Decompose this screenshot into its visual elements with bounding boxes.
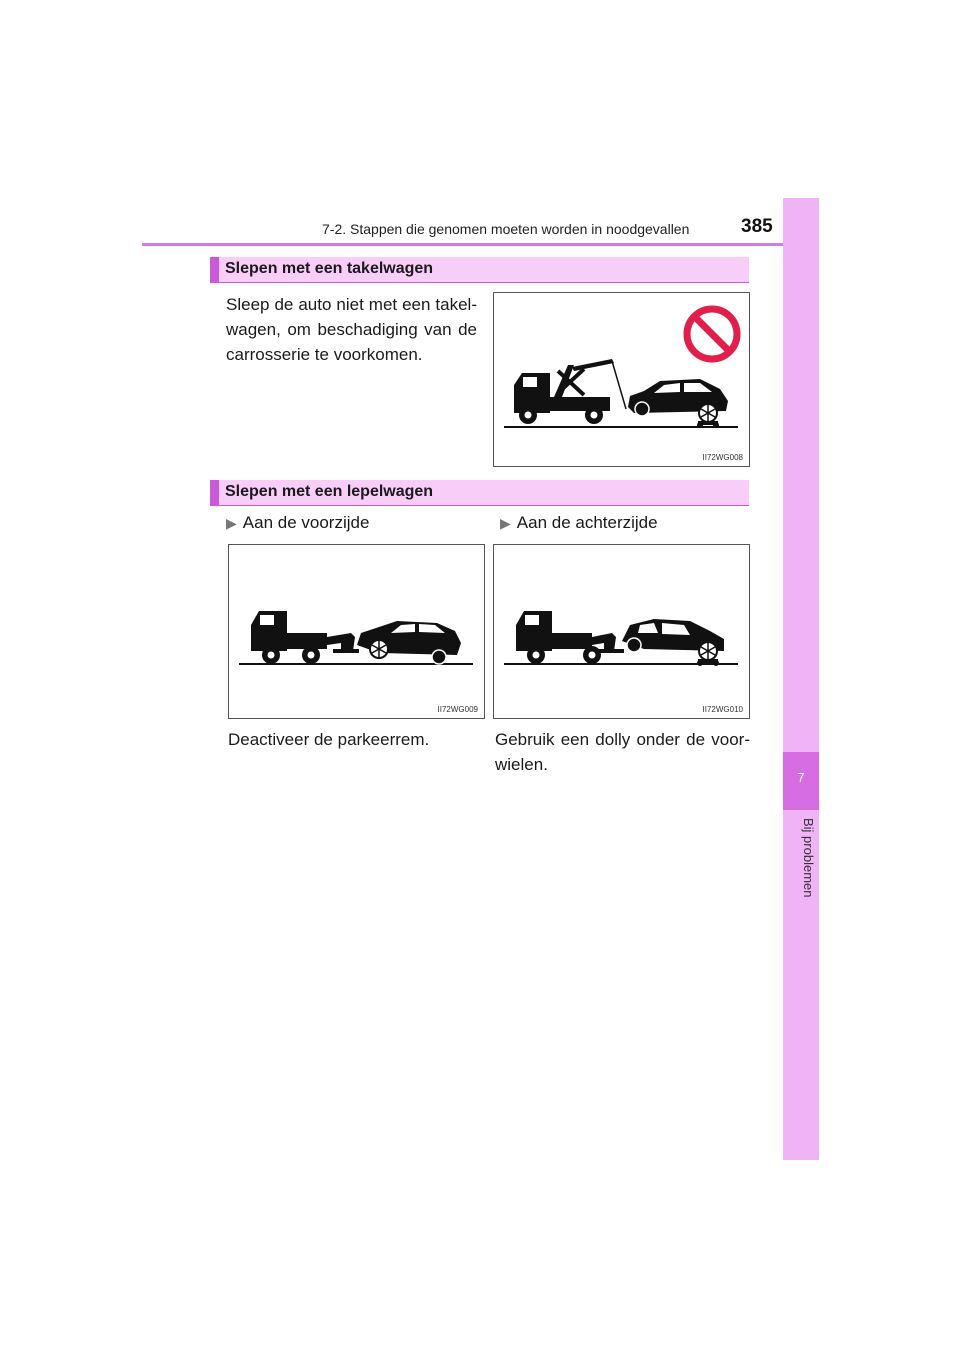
running-header: 7-2. Stappen die genomen moeten worden in noodgevallen: [322, 221, 690, 237]
triangle-right-icon: ▶: [226, 515, 237, 531]
figure-code: II72WG008: [702, 453, 743, 462]
caption-line: Gebruik een dolly onder de voor-: [495, 730, 750, 749]
figure-code: II72WG010: [702, 705, 743, 714]
chapter-label: Bij problemen: [801, 818, 816, 898]
header-rule: [142, 243, 819, 246]
prohibition-icon: [687, 309, 737, 359]
section-heading-takelwagen: [210, 257, 749, 283]
section-heading-label: Slepen met een lepelwagen: [225, 483, 434, 500]
bullet-front: [226, 513, 369, 533]
section-heading-lepelwagen: [210, 480, 749, 506]
paragraph-line: wagen, om beschadiging van de: [226, 320, 477, 339]
figure-takelwagen: [493, 292, 750, 467]
chapter-side-tab[interactable]: [783, 198, 819, 1160]
figure-code: II72WG009: [437, 705, 478, 714]
triangle-right-icon: ▶: [500, 515, 511, 531]
bullet-rear-label: Aan de achterzijde: [516, 513, 658, 532]
caption-rear: [495, 727, 750, 777]
figure-lepelwagen-rear: [493, 544, 750, 719]
figure-lepelwagen-front: [228, 544, 485, 719]
bullet-rear: [500, 513, 658, 533]
wheel-lift-front-illustration: [229, 545, 484, 718]
chapter-number: 7: [797, 770, 805, 785]
section-heading-label: Slepen met een takelwagen: [225, 260, 434, 277]
section1-paragraph: [226, 292, 477, 367]
page-number: 385: [741, 216, 773, 237]
paragraph-line: carrosserie te voorkomen.: [226, 345, 423, 364]
tow-truck-prohibited-illustration: [494, 293, 749, 466]
caption-front: Deactiveer de parkeerrem.: [228, 730, 430, 749]
wheel-lift-rear-illustration: [494, 545, 749, 718]
bullet-front-label: Aan de voorzijde: [242, 513, 370, 532]
caption-line: wielen.: [495, 755, 548, 774]
paragraph-line: Sleep de auto niet met een takel-: [226, 295, 477, 314]
